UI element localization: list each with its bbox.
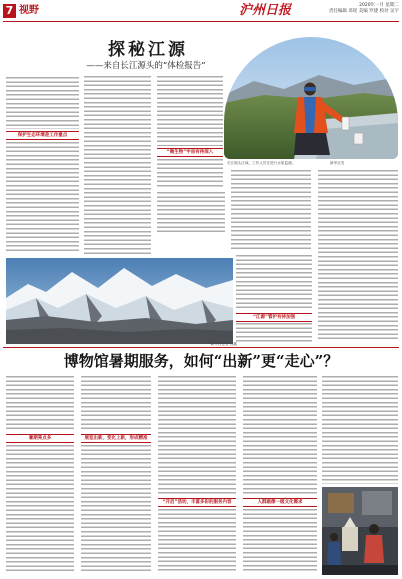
body-text	[6, 142, 79, 254]
body-text	[84, 76, 151, 254]
bottom-subhead-2: 展览出新，变化上新，形成精准	[81, 434, 151, 443]
subhead-3: “江源”管护有待加强	[236, 313, 312, 322]
section-number: 7	[3, 4, 16, 18]
section-divider	[3, 347, 399, 348]
photo-water-sampling	[224, 37, 398, 159]
body-text	[243, 509, 317, 573]
bottom-subhead-4: 人群画像一级文化需求	[243, 498, 317, 507]
body-text	[243, 376, 317, 496]
body-text	[158, 509, 236, 573]
photo-museum-visitors-image	[322, 487, 398, 575]
body-text	[6, 445, 74, 573]
body-text	[231, 170, 311, 250]
body-text	[6, 376, 74, 432]
byline: 新华社记者 程鑫	[210, 342, 237, 346]
body-text	[81, 445, 151, 573]
date-line: 2020年一月 星期二	[359, 3, 399, 8]
photo-credit: 新华社发	[330, 161, 345, 165]
top-story-subtitle: ——来自长江源头的“体检报告”	[86, 61, 206, 71]
photo-snow-mountains	[6, 258, 233, 344]
body-text	[236, 255, 312, 310]
body-text	[81, 376, 151, 432]
top-story-title: 探秘江源	[108, 40, 188, 60]
photo-water-sampling-image	[224, 37, 398, 159]
bottom-subhead-3: “开启”活动，丰富多彩的服务内容	[158, 498, 236, 507]
body-text	[322, 376, 398, 484]
photo-snow-mountains-image	[6, 258, 233, 344]
body-text	[236, 323, 312, 342]
body-text	[157, 159, 223, 187]
photo-caption: 长江源头区域，工作人员在进行水质监测。	[227, 161, 296, 165]
subhead-2: “微生物”宇宙有待深入	[157, 148, 223, 157]
photo-museum-visitors	[322, 487, 398, 575]
date-info	[329, 3, 399, 15]
subhead-1: 保护生态环境是工作重点	[6, 131, 79, 140]
body-text	[6, 77, 79, 129]
bottom-story-title: 博物馆暑期服务，如何“出新”更“走心”？	[63, 352, 339, 370]
masthead-logo: 沪州日报	[239, 3, 292, 18]
page-header	[3, 3, 399, 22]
body-text	[158, 376, 236, 496]
section-name: 视野	[19, 5, 39, 16]
body-text	[318, 170, 398, 340]
body-text	[157, 192, 225, 232]
bottom-subhead-1: 暑期亮点多	[6, 434, 74, 443]
body-text	[157, 76, 223, 146]
editor-line: 责任编辑 邓瑶 美编 罗建 校对 吴宇	[328, 9, 399, 14]
